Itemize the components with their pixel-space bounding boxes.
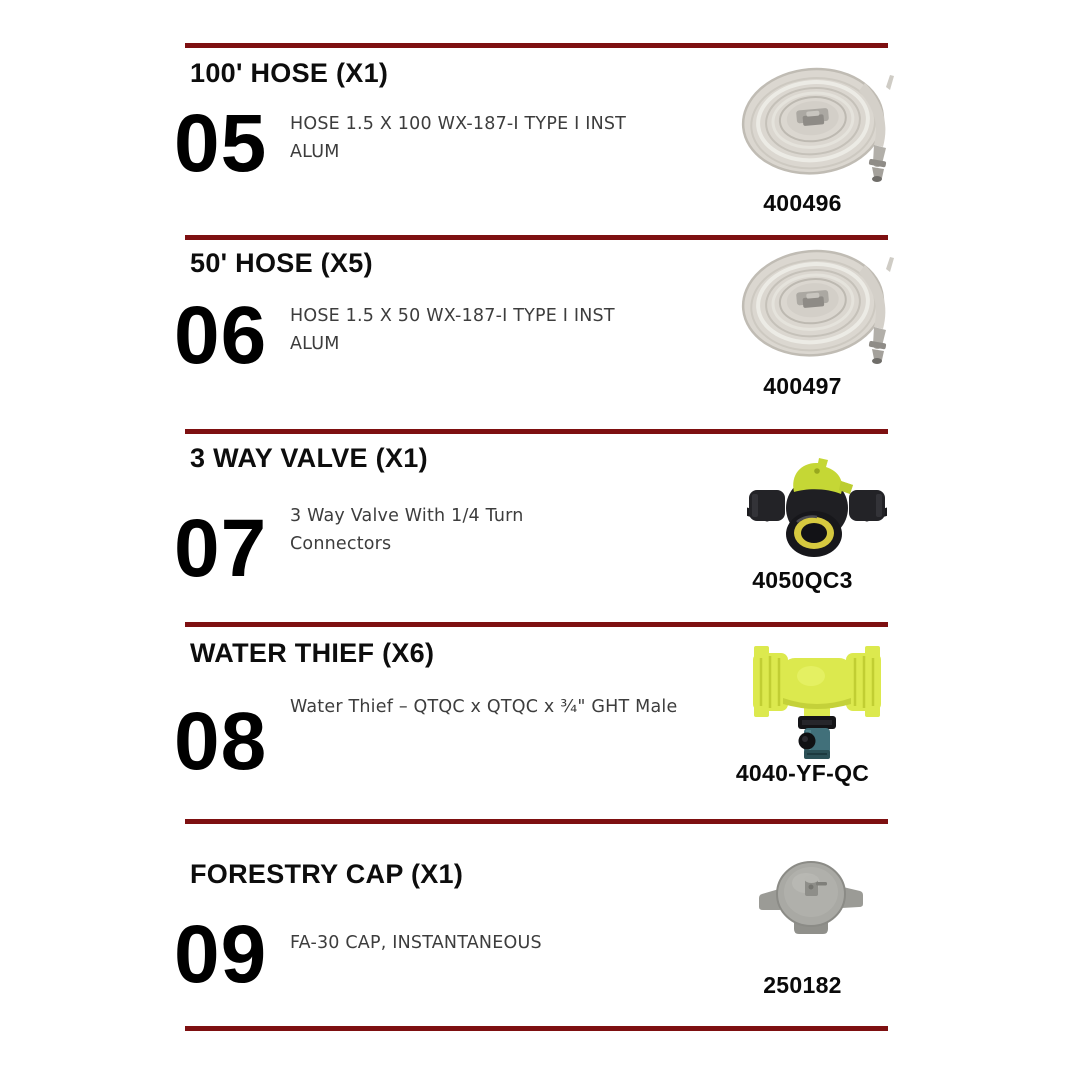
part-number: 250182 <box>763 972 842 998</box>
item-number: 05 <box>174 98 268 189</box>
water-thief-illustration <box>753 640 881 764</box>
three-way-valve-product-image <box>747 458 887 566</box>
part-number: 4040-YF-QC <box>735 760 870 786</box>
item-number: 08 <box>174 696 268 787</box>
item-title-water-thief: WATER THIEF (X6) <box>190 638 435 668</box>
item-number: 06 <box>174 290 268 381</box>
item-title-3-way-valve: 3 WAY VALVE (X1) <box>190 443 428 473</box>
item-description <box>290 302 730 358</box>
three-way-valve-illustration <box>747 458 887 566</box>
section-divider <box>185 819 888 824</box>
part-number: 400496 <box>763 190 842 216</box>
item-number: 09 <box>174 909 268 1000</box>
description-line: HOSE 1.5 X 50 WX-187-I TYPE I INST <box>290 306 615 326</box>
fire-hose-coil-product-image <box>737 57 897 192</box>
description-line: FA-30 CAP, INSTANTANEOUS <box>290 933 542 953</box>
item-title-100-hose: 100' HOSE (X1) <box>190 58 389 88</box>
item-description <box>290 693 730 721</box>
forestry-cap-illustration <box>758 857 864 939</box>
description-line: 3 Way Valve With 1/4 Turn <box>290 506 524 526</box>
fire-hose-coil-illustration <box>737 57 897 192</box>
section-divider <box>185 1026 888 1031</box>
section-divider <box>185 622 888 627</box>
forestry-cap-product-image <box>758 857 864 939</box>
water-thief-product-image <box>753 640 881 764</box>
item-description <box>290 929 730 957</box>
part-number: 4050QC3 <box>752 567 853 593</box>
fire-hose-coil-product-image <box>737 239 897 374</box>
part-number: 400497 <box>763 373 842 399</box>
section-divider <box>185 429 888 434</box>
item-title-forestry-cap: FORESTRY CAP (X1) <box>190 859 464 889</box>
section-divider <box>185 43 888 48</box>
item-description <box>290 502 730 558</box>
item-description <box>290 110 730 166</box>
description-line: Water Thief – QTQC x QTQC x ¾" GHT Male <box>290 697 678 717</box>
item-title-50-hose: 50' HOSE (X5) <box>190 248 373 278</box>
description-line: HOSE 1.5 X 100 WX-187-I TYPE I INST <box>290 114 627 134</box>
description-line: ALUM <box>290 142 340 162</box>
description-line: ALUM <box>290 334 340 354</box>
fire-hose-coil-illustration <box>737 239 897 374</box>
description-line: Connectors <box>290 534 392 554</box>
item-number: 07 <box>174 503 268 594</box>
